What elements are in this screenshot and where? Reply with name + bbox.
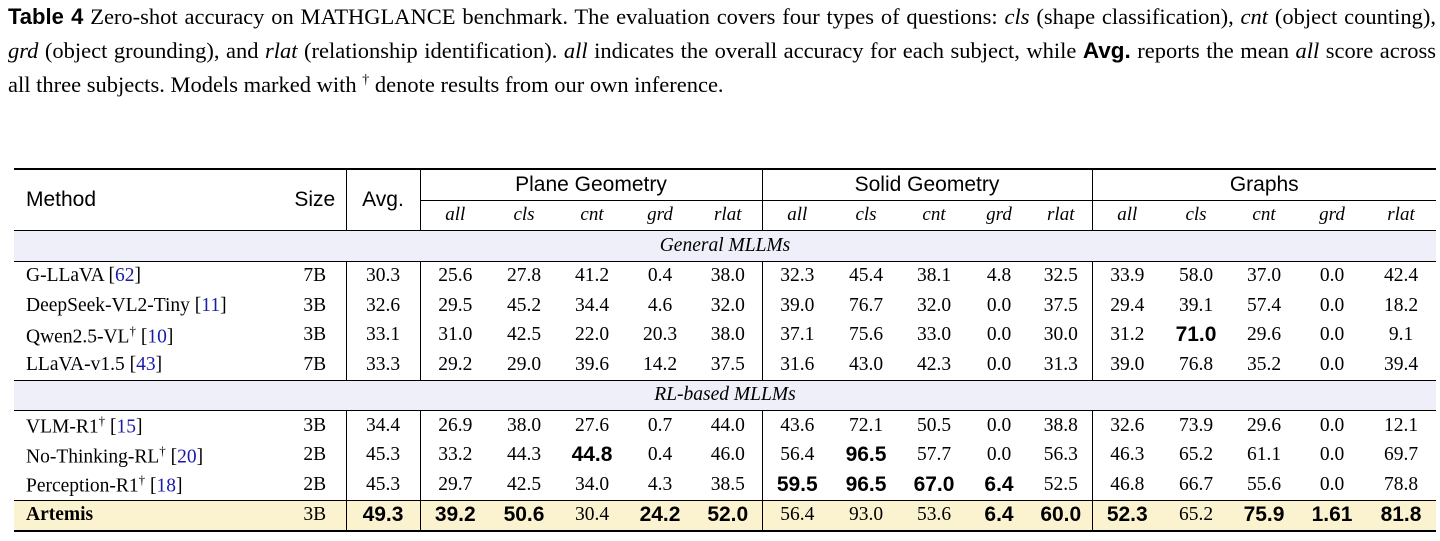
table-cell: 33.0	[916, 324, 952, 346]
method-name: No-Thinking-RL† [20]	[26, 442, 204, 467]
table-cell: 52.5	[1030, 470, 1092, 500]
table-cell: 0.0	[1319, 444, 1345, 466]
table-cell: 50.6	[490, 500, 558, 531]
table-cell: 4.6	[647, 294, 673, 316]
table-cell: 18.2	[1383, 294, 1419, 316]
method-name: LLaVA-v1.5 [43]	[14, 350, 284, 380]
subheader-cnt: cnt	[900, 200, 968, 231]
table-cell: 46.3	[1110, 444, 1145, 466]
table-cell: 9.1	[1388, 324, 1414, 346]
table-cell: 56.3	[1030, 441, 1092, 471]
method-name: Qwen2.5-VL† [10]	[26, 322, 174, 347]
table-cell: 26.9	[438, 414, 473, 436]
method-name: Artemis	[14, 500, 284, 531]
table-cell: 7B	[284, 350, 346, 380]
table-cell: 1.61	[1298, 500, 1366, 531]
table-cell: 25.6	[438, 265, 473, 287]
subheader-cnt: cnt	[1230, 200, 1298, 231]
table-cell: 29.2	[420, 350, 490, 380]
table-cell: 65.2	[1162, 500, 1230, 531]
table-cell: 29.7	[420, 470, 490, 500]
table-cell: 65.2	[1178, 444, 1214, 466]
table-cell: 0.0	[1319, 414, 1345, 436]
table-cell: 42.3	[900, 350, 968, 380]
results-table	[14, 168, 1436, 532]
table-cell: 33.9	[1110, 265, 1145, 287]
group-header-solid: Solid Geometry	[762, 169, 1092, 200]
table-cell: 43.6	[780, 414, 815, 436]
table-cell: 38.0	[694, 261, 762, 291]
section-header-row	[14, 380, 1436, 411]
table-cell: 58.0	[1178, 265, 1214, 287]
table-cell: 96.5	[832, 470, 900, 500]
group-header-graphs: Graphs	[1092, 169, 1436, 200]
table-cell: 32.3	[780, 265, 815, 287]
table-cell: 50.5	[916, 414, 952, 436]
table-cell: 6.4	[968, 500, 1030, 531]
citation-link[interactable]: 11	[201, 294, 221, 316]
table-cell: 31.6	[762, 350, 832, 380]
table-cell: 39.2	[420, 500, 490, 531]
table-cell: 0.0	[986, 324, 1012, 346]
table-cell: 38.5	[694, 470, 762, 500]
subheader-all: all	[420, 200, 490, 231]
subheader-grd: grd	[968, 200, 1030, 231]
table-cell: 39.4	[1366, 350, 1436, 380]
table-cell: 39.1	[1178, 294, 1214, 316]
method-name: VLM-R1† [15]	[26, 413, 143, 438]
table-cell: 2B	[284, 441, 346, 471]
table-cell: 66.7	[1162, 470, 1230, 500]
table-cell: 4.8	[986, 265, 1012, 287]
subheader-cls: cls	[832, 200, 900, 231]
table-caption: Table 4 Zero-shot accuracy on MATHGLANCE benchmark. The evaluation covers four types of questions: cls (shape classification), cnt (object counting), grd (object grounding), and rlat (relationship identification). all indicates the overall accuracy for each subject, while Avg. reports the mean all score across all three subjects. Models marked with † denote results from our own inference.	[8, 4, 1437, 97]
table-cell: 29.4	[1110, 294, 1145, 316]
table-row	[14, 441, 1436, 471]
subheader-grd: grd	[626, 200, 694, 231]
table-cell: 75.6	[848, 324, 884, 346]
table-cell: 31.3	[1030, 350, 1092, 380]
table-cell: 37.5	[1030, 291, 1092, 321]
table-cell: 76.8	[1162, 350, 1230, 380]
table-cell: 38.8	[1030, 411, 1092, 441]
table-cell: 57.7	[916, 444, 952, 466]
table-cell: 0.0	[968, 350, 1030, 380]
section-header-row	[14, 231, 1436, 262]
table-cell: 69.7	[1383, 444, 1419, 466]
method-header: Method	[14, 169, 284, 231]
section-title: General MLLMs	[14, 231, 1436, 262]
table-cell: 37.5	[694, 350, 762, 380]
table-cell: 42.5	[490, 470, 558, 500]
table-cell: 44.8	[571, 443, 613, 467]
table-cell: 20.3	[642, 324, 678, 346]
table-cell: 46.8	[1092, 470, 1162, 500]
table-cell: 32.0	[694, 291, 762, 321]
subheader-all: all	[762, 200, 832, 231]
table-cell: 76.7	[848, 294, 884, 316]
table-cell: 35.2	[1230, 350, 1298, 380]
table-cell: 44.0	[694, 411, 762, 441]
table-cell: 39.6	[558, 350, 626, 380]
subheader-rlat: rlat	[1030, 200, 1092, 231]
table-cell: 7B	[284, 261, 346, 291]
table-cell: 42.4	[1383, 265, 1419, 287]
table-cell: 38.0	[506, 414, 542, 436]
table-cell: 3B	[284, 291, 346, 321]
method-name: Perception-R1† [18]	[14, 470, 284, 500]
table-cell: 29.0	[490, 350, 558, 380]
table-row	[14, 350, 1436, 380]
table-cell: 73.9	[1178, 414, 1214, 436]
table-cell: 49.3	[346, 500, 420, 531]
avg-header: Avg.	[346, 169, 420, 231]
table-cell: 0.0	[986, 414, 1012, 436]
table-cell: 71.0	[1175, 323, 1217, 347]
table-row	[14, 321, 1436, 351]
table-cell: 0.0	[1319, 265, 1345, 287]
subheader-rlat: rlat	[1366, 200, 1436, 231]
table-cell: 57.4	[1246, 294, 1282, 316]
table-row	[14, 470, 1436, 500]
table-cell: 39.0	[780, 294, 815, 316]
table-cell: 39.0	[1092, 350, 1162, 380]
table-cell: 29.6	[1246, 414, 1282, 436]
table-cell: 34.4	[346, 411, 420, 441]
table-cell: 78.8	[1366, 470, 1436, 500]
table-cell: 61.1	[1246, 444, 1282, 466]
table-cell: 29.5	[438, 294, 473, 316]
table-cell: 38.0	[694, 321, 762, 351]
subheader-cls: cls	[490, 200, 558, 231]
table-cell: 14.2	[626, 350, 694, 380]
table-cell: 31.0	[438, 324, 473, 346]
method-name: G-LLaVA [62]	[26, 265, 142, 287]
table-cell: 30.4	[558, 500, 626, 531]
table-cell: 4.3	[626, 470, 694, 500]
table-cell: 22.0	[574, 324, 610, 346]
subheader-cls: cls	[1162, 200, 1230, 231]
table-cell: 30.3	[346, 261, 420, 291]
table-cell: 45.2	[506, 294, 542, 316]
table-cell: 0.0	[1319, 324, 1345, 346]
table-cell: 52.0	[694, 500, 762, 531]
table-row	[14, 411, 1436, 441]
table-cell: 41.2	[574, 265, 610, 287]
subheader-grd: grd	[1298, 200, 1366, 231]
table-cell: 38.1	[916, 265, 952, 287]
table-cell: 32.5	[1030, 261, 1092, 291]
table-cell: 60.0	[1030, 500, 1092, 531]
caption-label: Table 4	[8, 4, 84, 29]
table-cell: 43.0	[832, 350, 900, 380]
table-cell: 59.5	[762, 470, 832, 500]
table-cell: 33.3	[346, 350, 420, 380]
table-cell: 33.2	[438, 444, 473, 466]
citation-link[interactable]: 62	[115, 265, 135, 287]
table-cell: 0.0	[1298, 350, 1366, 380]
citation-link[interactable]: 20	[177, 446, 197, 467]
table-cell: 24.2	[626, 500, 694, 531]
table-header	[14, 169, 1436, 231]
table-cell: 3B	[284, 500, 346, 531]
table-cell: 0.4	[647, 444, 673, 466]
table-cell: 0.0	[986, 444, 1012, 466]
table-cell: 34.0	[558, 470, 626, 500]
table-cell: 27.6	[574, 414, 610, 436]
table-cell: 32.6	[1110, 414, 1145, 436]
table-row	[14, 291, 1436, 321]
table-cell: 42.5	[506, 324, 542, 346]
table-cell: 56.4	[762, 500, 832, 531]
table-cell: 44.3	[506, 444, 542, 466]
table-cell: 81.8	[1366, 500, 1436, 531]
table-cell: 75.9	[1230, 500, 1298, 531]
table-cell: 2B	[284, 470, 346, 500]
table-row	[14, 261, 1436, 291]
size-header: Size	[284, 169, 346, 231]
table-cell: 31.2	[1110, 324, 1145, 346]
table-cell: 32.6	[346, 291, 420, 321]
table-cell: 45.4	[848, 265, 884, 287]
table-row-ours	[14, 500, 1436, 531]
table-cell: 33.1	[346, 321, 420, 351]
table-cell: 0.0	[1319, 294, 1345, 316]
table-cell: 55.6	[1230, 470, 1298, 500]
table-cell: 52.3	[1092, 500, 1162, 531]
table-cell: 67.0	[900, 470, 968, 500]
subheader-cnt: cnt	[558, 200, 626, 231]
table-cell: 27.8	[506, 265, 542, 287]
table-cell: 46.0	[694, 441, 762, 471]
citation-link[interactable]: 15	[116, 416, 136, 438]
table-cell: 32.0	[916, 294, 952, 316]
table-cell: 45.3	[346, 470, 420, 500]
table-cell: 30.0	[1030, 321, 1092, 351]
table-cell: 56.4	[780, 444, 815, 466]
subheader-all: all	[1092, 200, 1162, 231]
table-cell: 3B	[284, 321, 346, 351]
table-cell: 0.4	[647, 265, 673, 287]
citation-link[interactable]: 18	[156, 475, 177, 497]
table-body	[14, 231, 1436, 532]
group-header-plane: Plane Geometry	[420, 169, 762, 200]
table-cell: 53.6	[900, 500, 968, 531]
citation-link[interactable]: 43	[136, 353, 156, 375]
table-cell: 37.0	[1246, 265, 1282, 287]
table-cell: 37.1	[780, 324, 815, 346]
table-cell: 0.7	[647, 414, 673, 436]
table-cell: 45.3	[346, 441, 420, 471]
table-cell: 3B	[284, 411, 346, 441]
table-cell: 6.4	[968, 470, 1030, 500]
table-cell: 72.1	[848, 414, 884, 436]
table-cell: 93.0	[832, 500, 900, 531]
table-cell: 96.5	[845, 443, 887, 467]
citation-link[interactable]: 10	[147, 326, 167, 347]
table-cell: 34.4	[574, 294, 610, 316]
method-name: DeepSeek-VL2-Tiny [11]	[26, 294, 227, 316]
table-cell: 29.6	[1246, 324, 1282, 346]
table-cell: 12.1	[1383, 414, 1419, 436]
table-cell: 0.0	[986, 294, 1012, 316]
section-title: RL-based MLLMs	[14, 380, 1436, 411]
subheader-rlat: rlat	[694, 200, 762, 231]
table-cell: 0.0	[1298, 470, 1366, 500]
